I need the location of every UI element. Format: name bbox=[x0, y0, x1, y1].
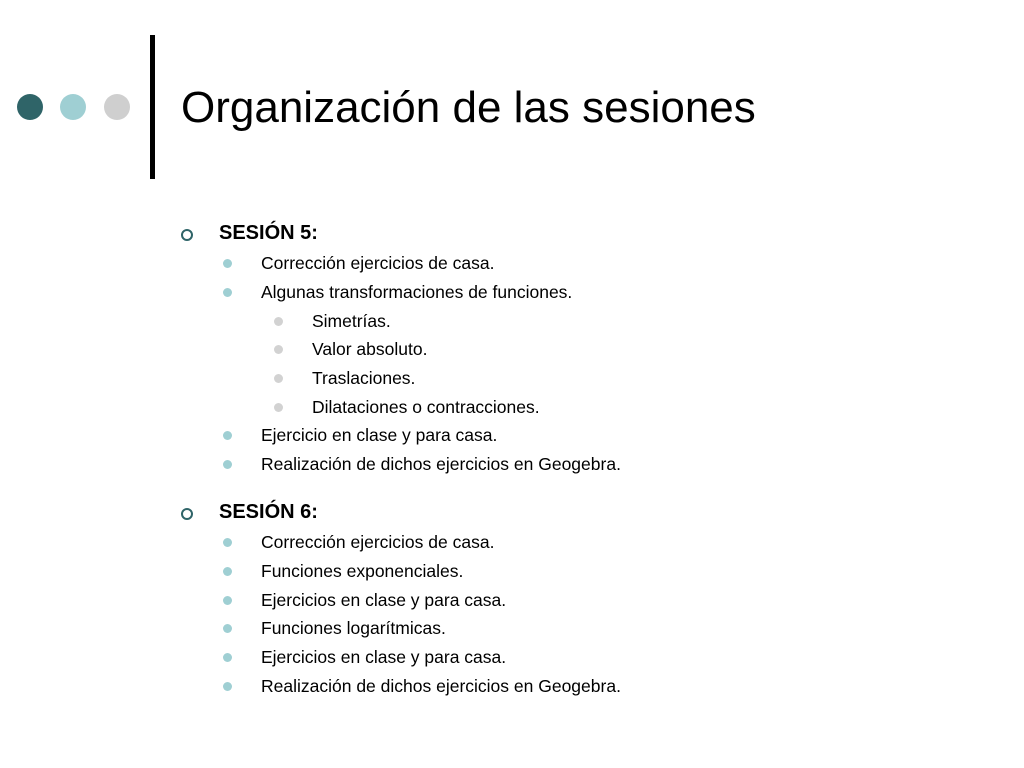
sub-bullet-icon bbox=[274, 403, 283, 412]
sub-list-item: Simetrías. bbox=[312, 311, 391, 331]
list-item: Funciones logarítmicas. bbox=[261, 618, 446, 638]
bullet-icon bbox=[223, 288, 232, 297]
bullet-icon bbox=[223, 538, 232, 547]
bullet-icon bbox=[223, 259, 232, 268]
sub-bullet-icon bbox=[274, 374, 283, 383]
list-item: Ejercicios en clase y para casa. bbox=[261, 647, 507, 667]
bullet-icon bbox=[223, 567, 232, 576]
bullet-icon bbox=[223, 596, 232, 605]
session-bullet-icon bbox=[181, 508, 193, 520]
slide-title: Organización de las sesiones bbox=[181, 83, 756, 132]
list-item: Algunas transformaciones de funciones. bbox=[261, 282, 573, 302]
session-heading: SESIÓN 5: bbox=[219, 222, 318, 244]
session-heading: SESIÓN 6: bbox=[219, 501, 318, 523]
bullet-icon bbox=[223, 653, 232, 662]
bullet-icon bbox=[223, 460, 232, 469]
sub-list-item: Traslaciones. bbox=[312, 368, 416, 388]
bullet-icon bbox=[223, 624, 232, 633]
bullet-icon bbox=[223, 431, 232, 440]
list-item: Corrección ejercicios de casa. bbox=[261, 253, 495, 273]
session-bullet-icon bbox=[181, 229, 193, 241]
list-item: Ejercicio en clase y para casa. bbox=[261, 425, 498, 445]
list-item: Realización de dichos ejercicios en Geogebra. bbox=[261, 454, 621, 474]
list-item: Corrección ejercicios de casa. bbox=[261, 532, 495, 552]
sub-list-item: Valor absoluto. bbox=[312, 339, 428, 359]
list-item: Realización de dichos ejercicios en Geogebra. bbox=[261, 676, 621, 696]
list-item: Funciones exponenciales. bbox=[261, 561, 464, 581]
sub-bullet-icon bbox=[274, 345, 283, 354]
list-item: Ejercicios en clase y para casa. bbox=[261, 590, 507, 610]
sub-bullet-icon bbox=[274, 317, 283, 326]
sub-list-item: Dilataciones o contracciones. bbox=[312, 397, 540, 417]
bullet-icon bbox=[223, 682, 232, 691]
